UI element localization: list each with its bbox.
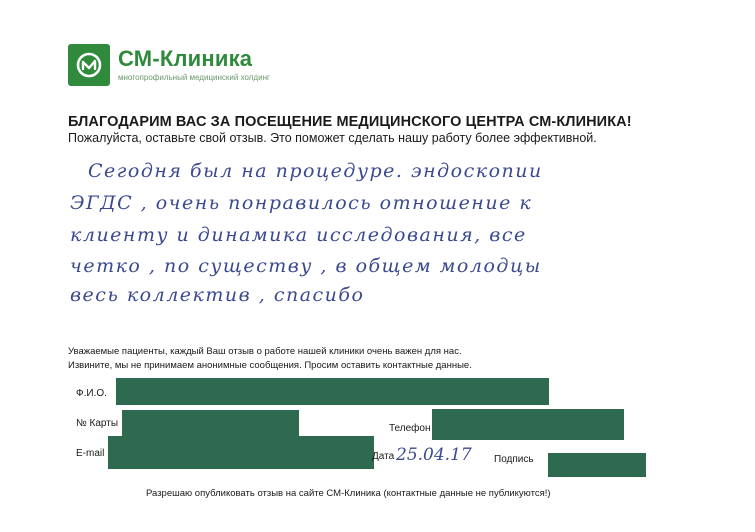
- signature-label: Подпись: [494, 454, 534, 465]
- card-redaction: [122, 410, 299, 436]
- date-value: 25.04.17: [396, 445, 472, 465]
- review-line: ЭГДС , очень понравилось отношение к: [70, 192, 533, 214]
- fio-redaction: [116, 378, 549, 405]
- logo: [68, 44, 270, 86]
- date-label: Дата: [372, 451, 395, 462]
- phone-label: Телефон: [389, 423, 431, 434]
- consent-text: Разрешаю опубликовать отзыв на сайте СМ-Клиника (контактные данные не публикуются!): [146, 488, 551, 499]
- notice-line: Извините, мы не принимаем анонимные сообщения. Просим оставить контактные данные.: [68, 360, 472, 371]
- review-line: клиенту и динамика исследования, все: [70, 224, 527, 246]
- review-line: четко , по существу , в общем молодцы: [70, 255, 542, 277]
- logo-tagline: многопрофильный медицинский холдинг: [118, 73, 270, 82]
- logo-name: СМ-Клиника: [118, 46, 253, 71]
- fio-label: Ф.И.О.: [76, 388, 107, 399]
- page-title: БЛАГОДАРИМ ВАС ЗА ПОСЕЩЕНИЕ МЕДИЦИНСКОГО ЦЕНТРА СМ-КЛИНИКА!: [68, 114, 632, 130]
- notice-line: Уважаемые пациенты, каждый Ваш отзыв о работе нашей клиники очень важен для нас.: [68, 346, 462, 357]
- email-redaction: [108, 436, 374, 469]
- signature-redaction: [548, 453, 646, 477]
- review-line: весь коллектив , спасибо: [70, 284, 365, 306]
- page-subtitle: Пожалуйста, оставьте свой отзыв. Это поможет сделать нашу работу более эффективной.: [68, 131, 597, 145]
- card-label: № Карты: [76, 418, 119, 429]
- review-line: Сегодня был на процедуре. эндоскопии: [88, 160, 543, 182]
- phone-redaction: [432, 409, 624, 440]
- email-label: E-mail: [76, 448, 105, 459]
- cm-logo-icon: [68, 44, 110, 86]
